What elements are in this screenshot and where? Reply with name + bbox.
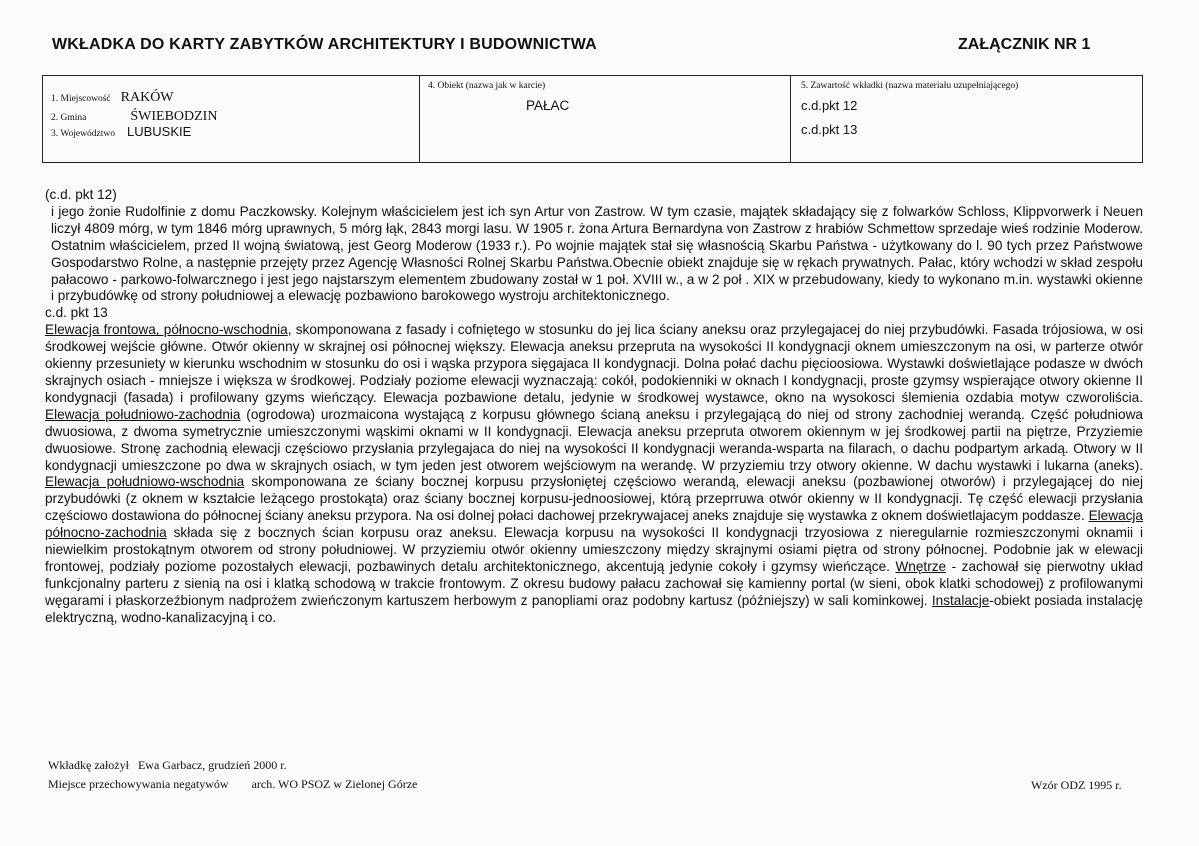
info-table [42, 75, 1143, 163]
section-title-northwest: Elewacja północno-zachodnia [45, 508, 1143, 541]
footer-author-value: Ewa Garbacz, grudzień 2000 r. [137, 758, 287, 772]
pkt12-heading: (c.d. pkt 12) [45, 187, 117, 202]
contents-item-1: c.d.pkt 12 [801, 98, 858, 113]
footer-pattern: Wzór ODZ 1995 r. [1031, 778, 1122, 792]
gmina-label: 2. Gmina [51, 113, 87, 123]
section-title-southeast: Elewacja południowo-wschodnia [45, 474, 245, 490]
section-title-front: Elewacja frontowa, północno-wschodnia [45, 322, 288, 338]
object-cell [419, 76, 791, 162]
footer-author [48, 758, 287, 773]
section-text-front: , skomponowana z fasady i cofniętego w stosunku do jej lica ściany aneksu oraz przylegajacej do niej przybudówki. Fasada trójosiowa, w osi środkowej wejście główne. Otwór okienny w skrajnej osi północnej większy. Elewacja aneksu przepruta na wysokości II kondygnacji oknem umieszczonym na osi, w parterze otwór okienny przesuniety w kierunku wschodnim w stosunku do osi i wąska przypora sięgajaca II kondygnacji. Dolna połać dachu pięcioosiowa. Wystawki doświetlające podasze w dwóch skrajnych osiach - mniejsze i większa w środkowej. Podziały poziome elewacji wyznaczają: cokół, podokienniki w oknach I kondygnacji, proste gzymsy wspierające otwory okienne II kondygnacji (fasada) i profilowany gzyms wieńczący. Elewacja pozbawione detalu, jedynie w środkowej wystawce, okno na wysokosci ślemienia ozdabia motyw czworoliścia. [45, 322, 1143, 405]
wojewodztwo-value: LUBUSKIE [126, 124, 192, 139]
footer-storage-label: Miejsce przechowywania negatywów [48, 777, 229, 791]
section-text-interior: - zachował się pierwotny układ funkcjonalny parteru z sienią na osi i klatką schodową w trakcie frontowym. Z okresu budowy pałacu zachował się kamienny portal (w sieni, obok klatki schodowej) z profilowanymi węgarami i płaskorzeźbionym nadprożem zwieńczonym kartuszem herbowym z panopliami oraz podobny kartusz (późniejszy) w sali kominkowej. [45, 558, 1144, 608]
section-text-southwest: (ogrodowa) urozmaicona wystającą z korpusu głównego ścianą aneksu i przylegającą do niej od strony zachodniej werandą. Część południowa dwuosiowa, z dwoma symetrycznie umieszczonymi wąskimi oknami w II kondygnacji. Elewacja aneksu przepruta otworem okiennym w jej środkowej partii na piętrze, Przyziemie dwuosiowe. Stronę zachodnią elewacji częściowo przysłania przylegajaca do niej na wysokości II kondygnacji weranda-wsparta na filarach, o dachu podpartym arkadą. Otwory w II kondygnacji umieszczone po dwa w skrajnych osiach, w tym jeden jest otworem wejściowym na werandę. W przyziemiu trzy otwory okienne. W dachu wystawki i lukarna (aneks). [45, 406, 1143, 473]
miejscowosc-value: RAKÓW [120, 90, 174, 105]
contents-item-2: c.d.pkt 13 [801, 122, 858, 137]
section-text-installations: -obiekt posiada instalację elektryczną, wodno-kanalizacyjną i co. [45, 592, 1143, 625]
pkt13-heading: c.d. pkt 13 [45, 305, 108, 321]
contents-cell [790, 76, 1142, 162]
section-title-southwest: Elewacja południowo-zachodnia [45, 406, 241, 422]
pkt13-paragraph [45, 322, 1143, 626]
annex-number: ZAŁĄCZNIK NR 1 [958, 36, 1091, 53]
footer-storage [48, 777, 417, 792]
wojewodztwo-label: 3. Województwo [51, 129, 115, 139]
contents-label: 5. Zawartość wkładki (nazwa materiału uzupełniającego) [801, 81, 1019, 91]
section-title-installations: Instalacje [931, 592, 990, 608]
section-text-northwest: składa się z bocznych ścian korpusu oraz aneksu. Elewacja korpusu na wysokości II kondygnacji trzyosiowa z nieregularnie rozmieszczonymi oknamii i niewielkim prostokątnym otworem od strony południowej. W przyziemiu otwór okienny umieszczony między skrajnymi osiami piętra od strony północnej. Podobnie jak w elewacji frontowej, podziały poziome pozostałych elewacji, pozbawinych detalu architektonicznego, akcentują jedynie cokoły i gzymsy wieńczące. [45, 525, 1143, 574]
pkt12-paragraph: i jego żonie Rudolfinie z domu Paczkowsky. Kolejnym właścicielem jest ich syn Artur von Zastrow. W tym czasie, majątek składający się z folwarków Schloss, Klippvorwerk i Neuen liczył 4809 mórg, w tym 1846 mórg uprawnych, 5 mórg łąk, 2843 morgi lasu. W 1905 r. żona Artura Bernardyna von Zastrow z hrabiów Schmettow sprzedaje wieś rodzinie Moderow. Ostatnim właścicielem, przed II wojną światową, jest Georg Moderow (1933 r.). Po wojnie majątek stał się własnością Skarbu Państwa - użytkowany do l. 90 tych przez Państwowe Gospodarstwo Rolne, a następnie przejęty przez Agencję Własności Rolnej Skarbu Państwa.Obecnie obiekt znajduje się w rękach prywatnych. Pałac, który wchodzi w skład zespołu pałacowo - parkowo-folwarcznego i jest jego najstarszym elementem zbudowany został w 1 poł. XVIII w., a w 2 poł . XIX w przebudowany, kiedy to wykonano m.in. wystawki okienne i przybudówkę od strony południowej a elewację pozbawiono barokowego wystroju architektonicznego. [51, 203, 1143, 304]
section-title-interior: Wnętrze [895, 558, 947, 574]
location-cell [43, 76, 420, 162]
footer-storage-value: arch. WO PSOZ w Zielonej Górze [251, 777, 418, 791]
document-body [45, 187, 1143, 627]
gmina-value: ŚWIEBODZIN [130, 109, 218, 124]
object-value: PAŁAC [526, 98, 570, 113]
miejscowosc-label: 1. Miejscowość [51, 94, 111, 104]
object-label: 4. Obiekt (nazwa jak w karcie) [428, 81, 546, 91]
footer-author-label: Wkładkę założył [48, 758, 129, 772]
document-title: WKŁADKA DO KARTY ZABYTKÓW ARCHITEKTURY I BUDOWNICTWA [52, 36, 597, 53]
section-text-southeast: skomponowana ze ściany bocznej korpusu przysłoniętej częściowo werandą, elewacji aneksu (pozbawionej otworów) i przylegającej do niej przybudówki (z oknem w kształcie leżącego prostokąta) oraz ściany bocznej korpusu-jednoosiowej, którą przeprruwa otwór okienny w II kondygnacji. Tę część elewacji przysłania częściowo dostawiona do północnej ściany aneksu przypora. Na osi dolnej połaci dachowej przekrywajacej aneks znajduje się wystawka z oknem doświetlajacym poddasze. [45, 474, 1144, 524]
